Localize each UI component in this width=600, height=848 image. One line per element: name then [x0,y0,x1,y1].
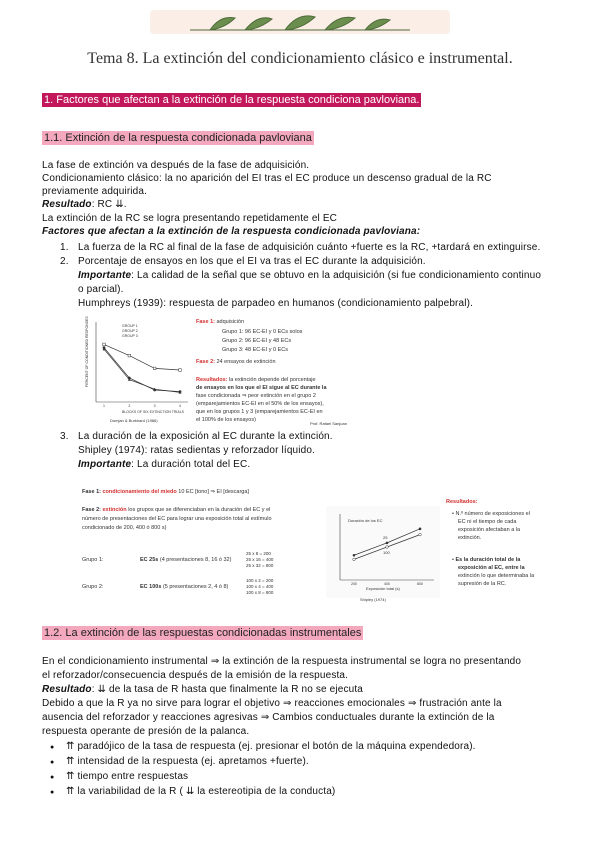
chart2-point [419,533,422,536]
chart1-series-line [104,344,180,370]
fig2-caption: Shipley (1974) [360,597,386,602]
chart1-series-line [104,349,180,392]
s12-line5: ausencia del reforzador y reacciones agresivas ⇒ Cambios conductuales durante la extinción de la [42,712,495,723]
fig2-fase1 [82,488,249,496]
leaf-icon [150,10,450,34]
fig2-grupo2-vals [246,578,273,596]
importante-3-text: : La duración total del EC. [131,459,251,470]
chart1-legend-label: GROUP 1 [122,324,138,328]
fig2-fase2-l2: número de presentaciones del EC para lograr una exposición total al estímulo [82,516,272,522]
fig2-fase1-red: condicionamiento del miedo [102,489,177,495]
fig2-bul2-line: • Es la duración total de la [452,557,521,563]
fig1-res1 [196,376,316,384]
fig2-grupo1: Grupo 1: [82,557,104,563]
fig1-fase2 [196,358,276,366]
chart2-point [386,546,389,549]
shipley: Shipley (1974): ratas sedientas y reforzador líquido. [78,445,315,456]
section-1-1-heading: 1.1. Extinción de la respuesta condicionada pavloviana [44,132,312,144]
chart1-ylabel: PERCENT OF CONDITIONED RESPONSES [85,316,89,387]
fig2-bullet1 [452,510,530,542]
fig1-caption: Domjan & Burkhard (1986) [110,418,158,423]
item-2-number: 2. [60,256,69,267]
chart1-xlabel: BLOCKS OF SIX EXTINCTION TRIALS [122,410,184,414]
fig2-grupo1-val: 25 x 8 = 200 [246,551,271,556]
s12-line4: Debido a que la R ya no sirve para lograr el objetivo ⇒ reacciones emocionales ⇒ frustración ante la [42,698,502,709]
fig2-bul2-l1: exposición al EC, entre la [458,565,525,571]
chart2-tick-label: 800 [417,582,423,586]
fig2-fase2-red: extinción [102,507,127,513]
fig2-bul1-l0: N.º número de exposiciones el [455,511,530,517]
chart1-tick-label: 4 [179,404,181,408]
s12-resultado [42,683,363,696]
fig1-res1-text: la extinción depende del porcentaje [229,377,316,383]
item-2: Porcentaje de ensayos en los que el EI va tras el EC durante la adquisición. [78,256,426,267]
fig2-fase1-label: Fase 1: [82,489,101,495]
fig1-res2: de ensayos en los que el EI sigue al EC durante la [196,385,327,391]
fig2-grupo1-val: 25 x 16 = 400 [246,557,274,562]
fig2-fase2-label: Fase 2: [82,507,101,513]
fig2-grupo2: Grupo 2: [82,584,104,590]
fig1-fase1-label: Fase 1: [196,319,215,325]
fig2-resultados-text: Resultados: [446,499,478,505]
resultado-label: Resultado [42,199,92,210]
fig2-grupo2-val: 100 x 4 = 400 [246,584,274,589]
fig2-fase2-l3: condicionado de 200, 400 ó 800 s) [82,525,167,531]
item-3: La duración de la exposición al EC durante la extinción. [78,431,333,442]
chart2-point [386,542,389,545]
s12-line1: En el condicionamiento instrumental ⇒ la extinción de la respuesta instrumental se logra no presentando [42,656,522,667]
s11-factores: Factores que afectan a la extinción de la respuesta condicionada pavloviana: [42,226,421,237]
fig2-grupo1-vals [246,551,273,569]
fig1-credit: Prof. Rafael Sanjuan [310,421,347,426]
fig1-res4: (emparejamientos EC-EI en el 50% de los ensayos), [196,401,324,407]
chart1-point [103,343,106,346]
chart1-point [153,367,156,370]
importante-1-text: : La calidad de la señal que se obtuvo en la adquisición (si fue condicionamiento continuo [131,270,542,281]
chart1-tick-label: 2 [128,404,131,408]
shipley-chart [326,506,440,598]
fig2-grupo2-val: 100 x 2 = 200 [246,578,274,583]
chart1-legend-label: GROUP 2 [122,329,138,333]
fig2-bul1-line: • N.º número de exposiciones el [452,511,530,517]
chart2-point [353,558,356,561]
fig1-resultados-label: Resultados: [196,377,228,383]
chart1-tick-label: 1 [103,404,105,408]
chart1-legend-label: GROUP 3 [122,334,138,338]
list-item: ● ⇈ intensidad de la respuesta (ej. apretamos +fuerte). [42,754,476,769]
list-item: ● ⇈ paradójico de la tasa de respuesta (ej. presionar el botón de la máquina expendedora). [42,739,476,754]
chart1-point [128,354,131,357]
s11-line2: Condicionamiento clásico: la no aparición del EI tras el EC produce un descenso gradual de la RC [42,173,492,184]
fig2-fase2-l1: los grupos que se diferenciaban en la duración del EC y el [128,507,271,513]
s11-line3: previamente adquirida. [42,186,148,197]
section-1-heading: 1. Factores que afectan a la extinción de la respuesta condiciona pavloviana. [44,94,420,106]
s12-bullets [42,739,476,799]
fig2-bul1-l1: EC ni el tiempo de cada [458,519,517,525]
fig2-bul2-l2: extinción lo que determinaba la [458,573,535,579]
fig1-fase1 [196,318,244,326]
fig1-res5: que en los grupos 1 y 3 (emparejamientos EC-EI en [196,409,323,415]
fig1-fase2-text: 24 ensayos de extinción [216,359,276,365]
s12-line6: respuesta operante de presión de la palanca. [42,726,250,737]
s11-resultado [42,198,127,211]
s12-line2: el reforzador/consecuencia después de la emisión de la respuesta. [42,670,349,681]
fig1-grupo1: Grupo 1: 96 EC-EI y 0 ECs solos [222,329,303,335]
chart2-point [419,528,422,531]
fig2-bul2-l3: supresión de la RC. [458,581,507,587]
chart1-point [179,369,182,372]
fig2-grupo2-val: 100 x 8 = 800 [246,590,274,595]
s12-resultado-text: : ⇊ de la tasa de R hasta que finalmente la R no se ejecuta [91,684,363,695]
section-1-2-heading: 1.2. La extinción de las respuestas condicionadas instrumentales [44,627,362,639]
item-3-number: 3. [60,431,69,442]
importante3-label: Importante [78,459,132,470]
chart2-tick-label: 200 [351,582,357,586]
fig1-fase1-text: adquisición [216,319,245,325]
list-item: ● ⇈ tiempo entre respuestas [42,769,476,784]
fig2-grupo1-val: 25 x 32 = 800 [246,563,274,568]
list-item: ● ⇈ la variabilidad de la R ( ⇊ la estereotipia de la conducta) [42,784,476,799]
chart1-tick-label: 3 [153,404,156,408]
chart2-point [353,554,356,557]
fig2-grupo2-detail [140,583,228,591]
fig2-grupo1-pres: (4 presentaciones 8, 16 ó 32) [159,557,232,563]
item-1-number: 1. [60,242,69,253]
resultado-text: : RC ⇊. [91,199,127,210]
importante-3 [78,458,250,471]
fig2-grupo2-ec: EC 100s [140,584,162,590]
chart2-tick-label: 400 [384,582,390,586]
page-title: Tema 8. La extinción del condicionamiento clásico e instrumental. [87,50,513,67]
item-1: La fuerza de la RC al final de la fase de adquisición cuánto +fuerte es la RC, +tardará en extinguirse. [78,242,541,253]
fig1-res6: el 100% de los ensayos) [196,417,256,423]
fig2-grupo1-detail [140,556,231,564]
fig1-grupo2: Grupo 2: 96 EC-EI y 48 ECs [222,338,292,344]
s12-resultado-label: Resultado [42,684,92,695]
chart2-series-label: 100 [383,550,390,555]
fig2-grupo1-ec: EC 25s [140,557,159,563]
importante-label: Importante [78,270,132,281]
header-decoration [150,10,450,34]
fig2-bul1-l3: extinción. [458,535,482,541]
chart2-series-label: 25 [383,534,388,540]
fig2-bul2-l0: Es la duración total de la [455,557,521,563]
fig2-bul1-l2: exposición afectaban a la [458,527,521,533]
fig1-fase2-label: Fase 2: [196,359,215,365]
chart2-legend-title: Duración de los EC [348,518,383,523]
humphreys-chart [82,312,194,416]
chart2-xlabel: Exposición total (s) [366,586,400,591]
fig1-res3: fase condicionada ⇒ peor extinción en el grupo 2 [196,393,316,399]
fig2-resultados-label [446,498,477,506]
fig2-fase1-text: 10 EC [tono] ⇒ EI [descarga] [178,489,249,495]
humphreys: Humphreys (1939): respuesta de parpadeo en humanos (condicionamiento palpebral). [78,298,474,309]
s11-line1: La fase de extinción va después de la fase de adquisición. [42,160,310,171]
fig2-fase2 [82,506,270,514]
fig2-bullet2 [452,556,534,588]
importante-1 [78,269,541,282]
fig1-grupo3: Grupo 3: 48 EC-EI y 0 ECs [222,347,289,353]
s11-line5: La extinción de la RC se logra presentando repetidamente el EC [42,213,338,224]
fig2-grupo2-pres: (5 presentaciones 2, 4 ó 8) [162,584,229,590]
importante-1b: o parcial). [78,284,124,295]
